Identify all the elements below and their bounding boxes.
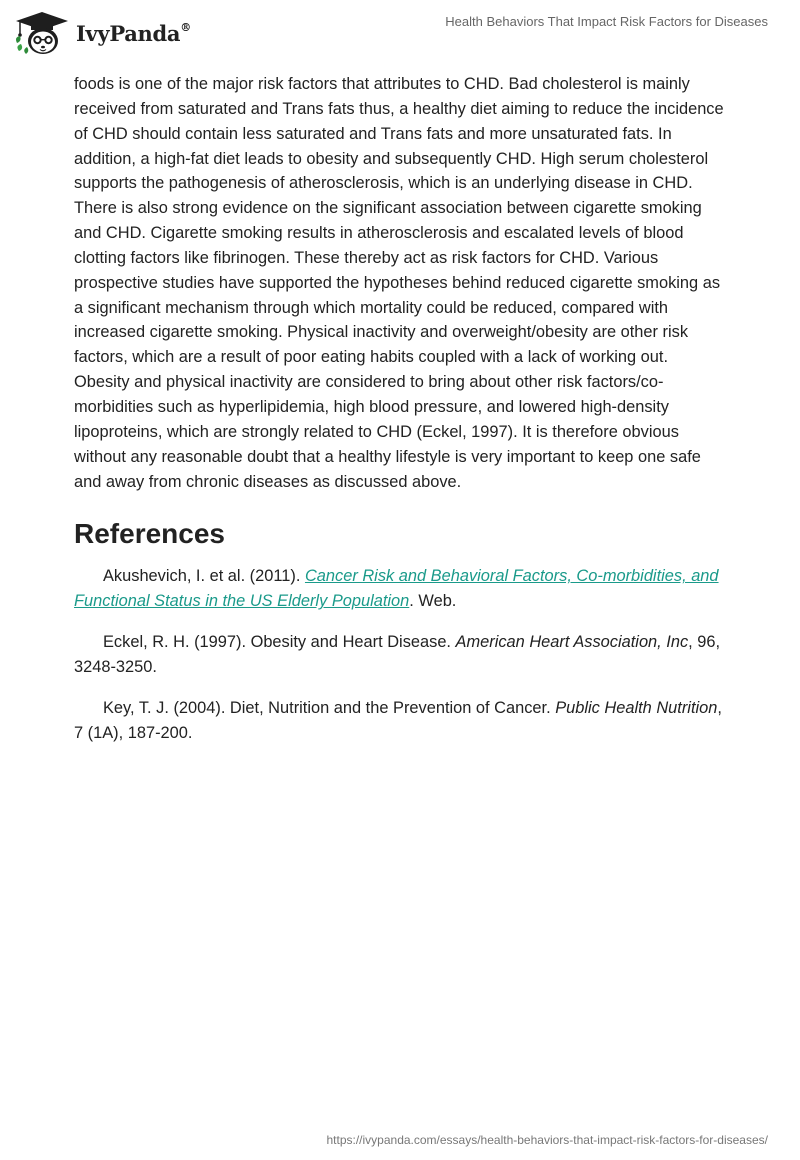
reference-item — [74, 564, 724, 614]
reference-source: American Heart Association, Inc — [455, 633, 689, 652]
reference-text: Key, T. J. (2004). Diet, Nutrition and the Prevention of Cancer. — [103, 699, 556, 718]
reference-source: Public Health Nutrition — [555, 699, 718, 718]
references-heading: References — [74, 518, 225, 550]
body-paragraph: foods is one of the major risk factors that attributes to CHD. Bad cholesterol is mainly received from saturated and Trans fats thus, a healthy diet aiming to reduce the incidence of CHD should contain less saturated and Trans fats and more unsaturated fats. In addition, a high-fat diet leads to obesity and subsequently CHD. High serum cholesterol supports the pathogenesis of atherosclerosis, which is an underlying disease in CHD. There is also strong evidence on the significant association between cigarette smoking and CHD. Cigarette smoking results in atherosclerosis and escalated levels of blood clotting factors like fibrinogen. These thereby act as risk factors for CHD. Various prospective studies have supported the hypotheses behind reduced cigarette smoking as a significant mechanism through which mortality could be reduced, compared with increased cigarette smoking. Physical inactivity and overweight/obesity are other risk factors, which are a result of poor eating habits coupled with a lack of working out. Obesity and physical inactivity are considered to bring about other risk factors/co-morbidities such as hyperlipidemia, high blood pressure, and lowered high-density lipoproteins, which are strongly related to CHD (Eckel, 1997). It is therefore obvious without any reasonable doubt that a healthy lifestyle is very important to keep one safe and away from chronic diseases as discussed above. — [74, 75, 724, 491]
reference-suffix: , 7 (1A), 187-200. — [74, 699, 722, 743]
reference-item — [74, 630, 724, 680]
reference-link[interactable]: Cancer Risk and Behavioral Factors, Co-morbidities, and Functional Status in the US Elderly Population — [74, 567, 719, 611]
document-body — [74, 72, 724, 762]
ivypanda-logo[interactable] — [14, 8, 214, 58]
reference-item — [74, 696, 724, 746]
reference-suffix: . Web. — [409, 592, 457, 611]
reference-text: Eckel, R. H. (1997). Obesity and Heart Disease. — [103, 633, 456, 652]
reference-suffix: , 96, 3248-3250. — [74, 633, 721, 677]
page-header — [0, 0, 800, 70]
reference-text: Akushevich, I. et al. (2011). — [103, 567, 305, 586]
references-list — [74, 564, 724, 746]
running-title: Health Behaviors That Impact Risk Factors for Diseases — [445, 14, 768, 29]
brand-name: IvyPanda® — [76, 20, 191, 46]
panda-graduate-icon — [14, 10, 70, 56]
footer-url[interactable]: https://ivypanda.com/essays/health-behaviors-that-impact-risk-factors-for-diseases/ — [326, 1133, 768, 1147]
